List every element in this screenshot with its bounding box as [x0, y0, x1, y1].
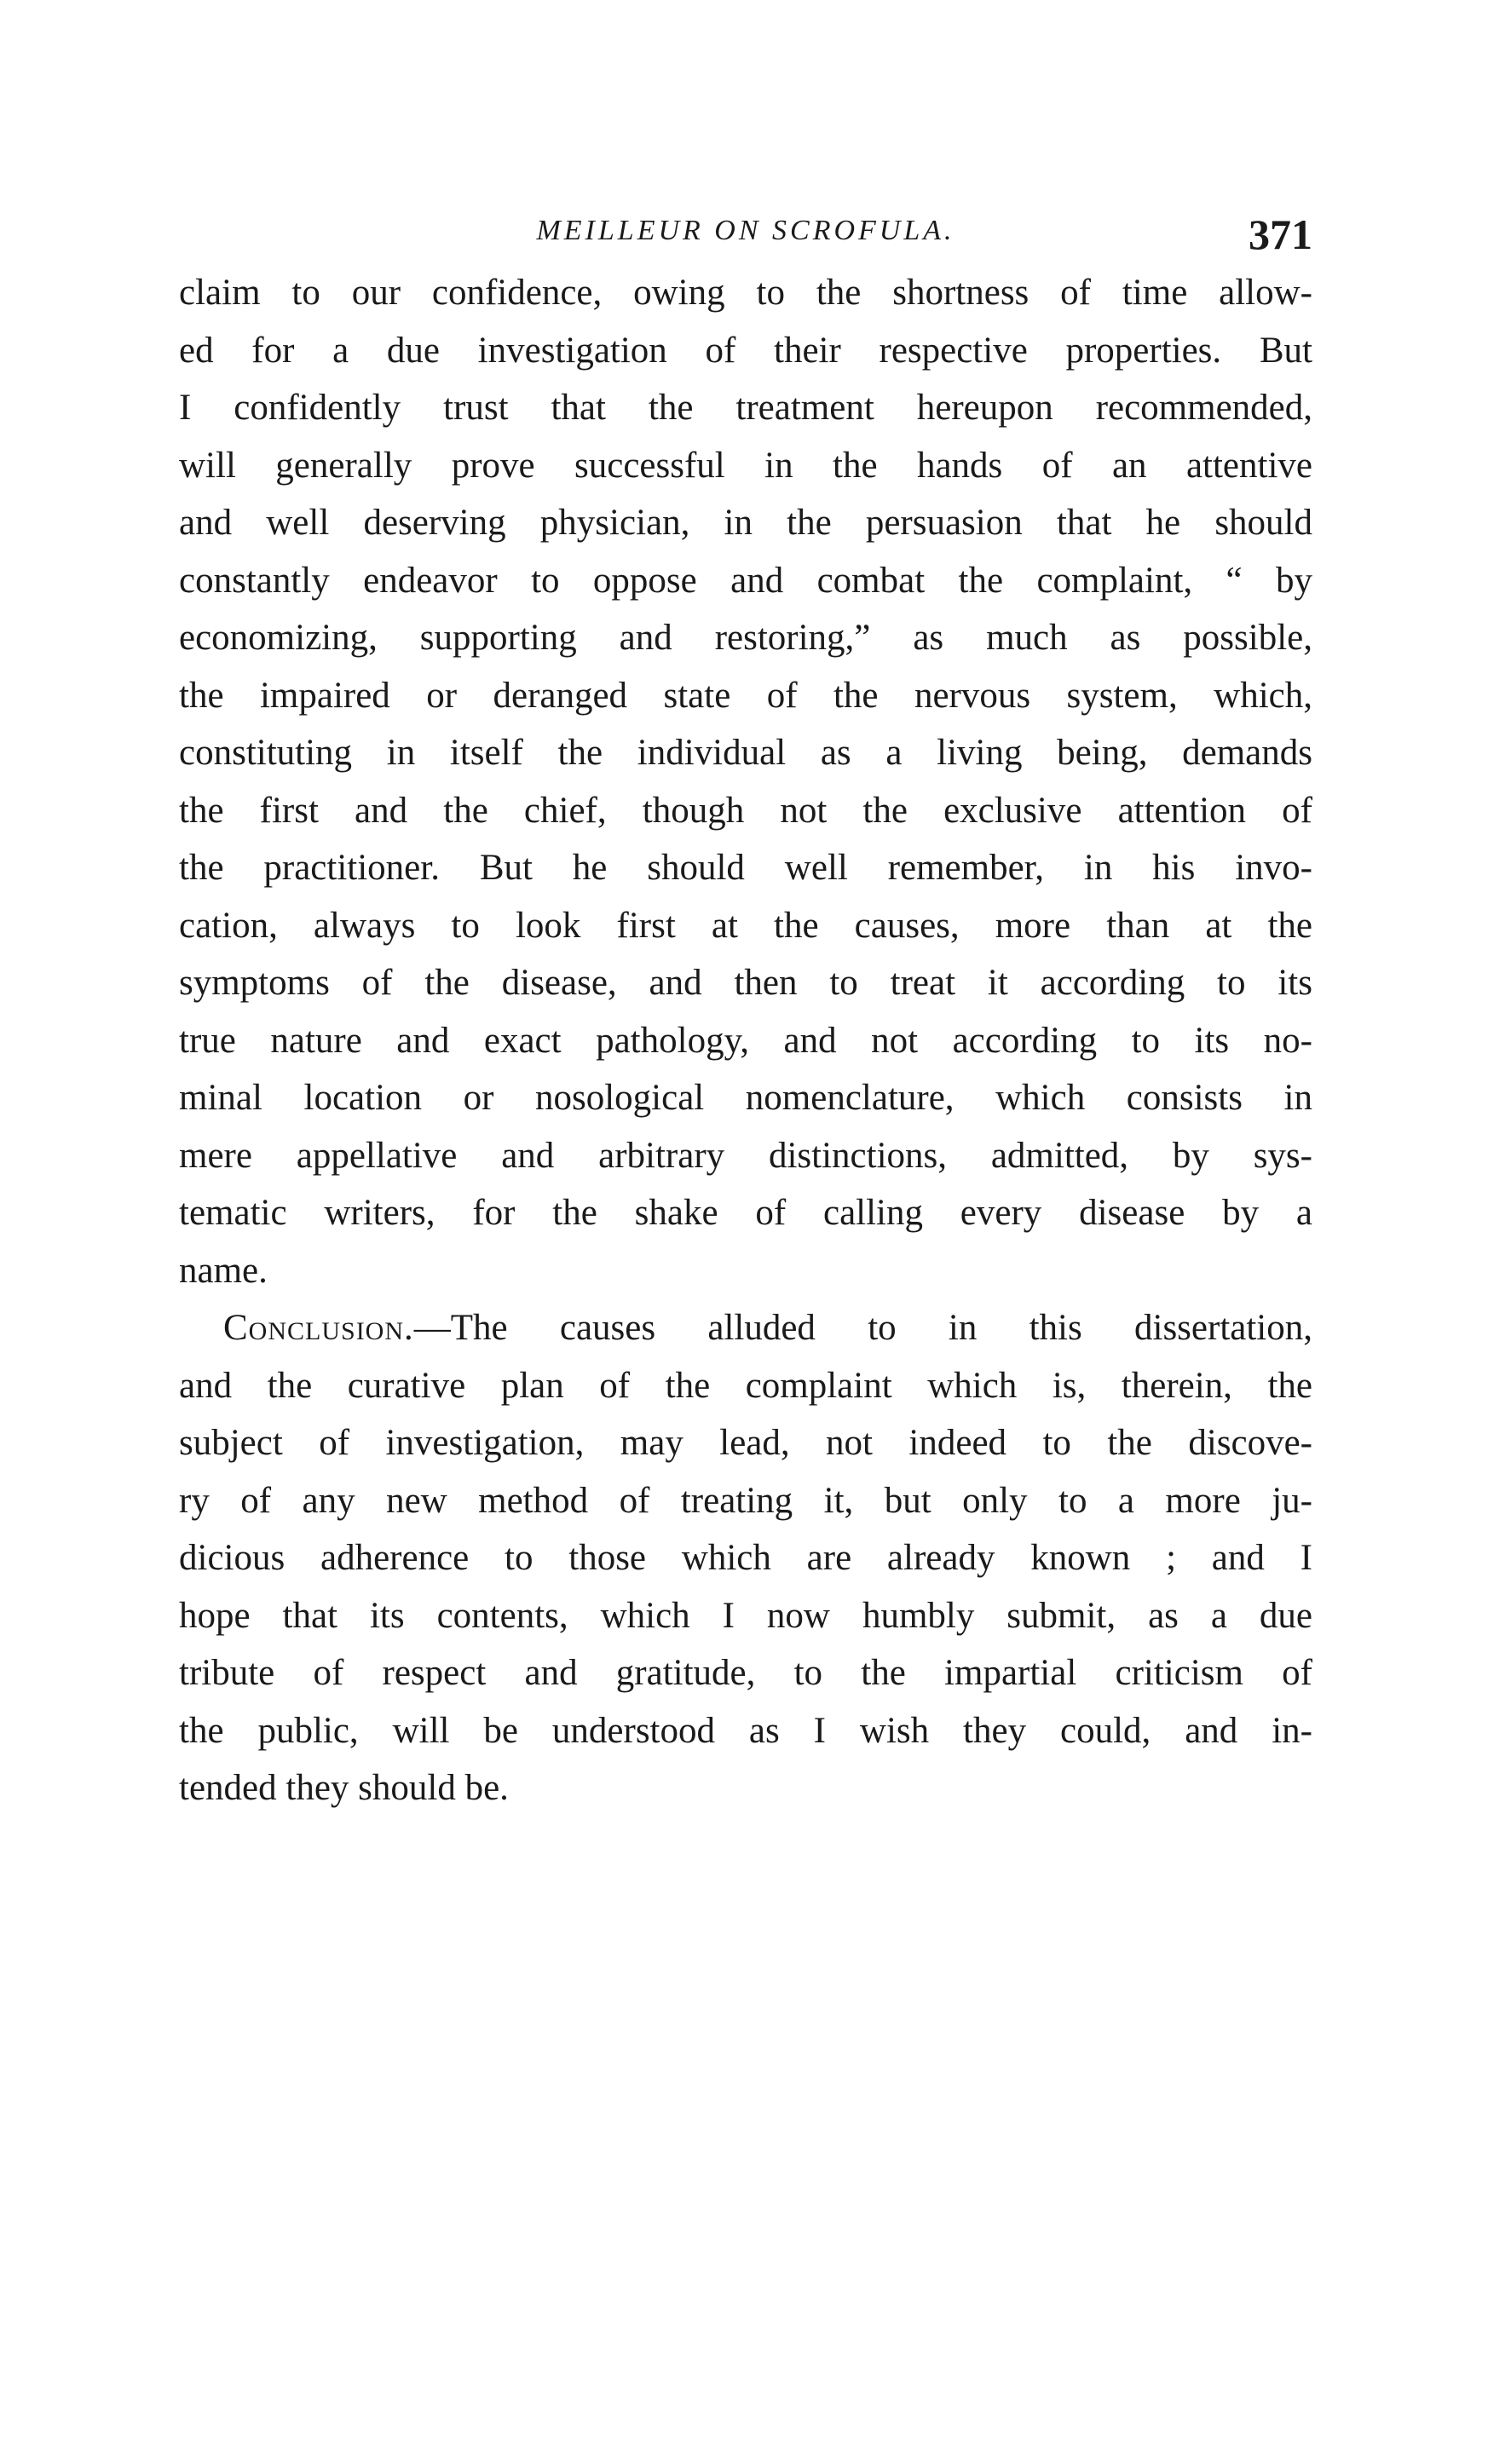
text-line: and the curative plan of the complaint which is, therein, the — [179, 1365, 1312, 1406]
text-line: tematic writers, for the shake of calling every disease by a — [179, 1193, 1312, 1233]
text-line — [179, 1299, 1312, 1357]
text-line: subject of investigation, may lead, not indeed to the discove- — [179, 1423, 1312, 1463]
paragraph-continuation — [179, 264, 1312, 1299]
text-line: the impaired or deranged state of the nervous system, which, — [179, 675, 1312, 716]
text-line: and well deserving physician, in the persuasion that he should — [179, 503, 1312, 543]
conclusion-first-line: —The causes alluded to in this dissertation, — [413, 1308, 1312, 1348]
text-line: symptoms of the disease, and then to treat it according to its — [179, 963, 1312, 1003]
paragraph-conclusion — [179, 1299, 1312, 1817]
text-line: ed for a due investigation of their respective properties. But — [179, 330, 1312, 371]
text-line: constantly endeavor to oppose and combat the complaint, “ by — [179, 560, 1312, 601]
running-head — [179, 210, 1312, 266]
text-line: the public, will be understood as I wish they could, and in- — [179, 1710, 1312, 1751]
text-line: true nature and exact pathology, and not according to its no- — [179, 1020, 1312, 1061]
text-line: dicious adherence to those which are already known ; and I — [179, 1538, 1312, 1578]
text-line: mere appellative and arbitrary distinctions, admitted, by sys- — [179, 1135, 1312, 1176]
running-title: MEILLEUR ON SCROFULA. — [536, 215, 955, 246]
text-line: the first and the chief, though not the exclusive attention of — [179, 790, 1312, 831]
text-line: ry of any new method of treating it, but only to a more ju- — [179, 1480, 1312, 1521]
text-line: hope that its contents, which I now humbly submit, as a due — [179, 1595, 1312, 1636]
text-line: claim to our confidence, owing to the shortness of time allow- — [179, 273, 1312, 313]
text-line: tended they should be. — [179, 1768, 509, 1808]
text-line: cation, always to look first at the causes, more than at the — [179, 905, 1312, 946]
text-line: constituting in itself the individual as a living being, demands — [179, 733, 1312, 773]
text-line: tribute of respect and gratitude, to the impartial criticism of — [179, 1653, 1312, 1693]
page-number: 371 — [1249, 210, 1312, 258]
body-text — [179, 264, 1312, 1817]
text-line: minal location or nosological nomenclature, which consists in — [179, 1078, 1312, 1118]
text-line: I confidently trust that the treatment hereupon recommended, — [179, 388, 1312, 428]
text-line: name. — [179, 1250, 268, 1291]
text-line: the practitioner. But he should well remember, in his invo- — [179, 848, 1312, 888]
text-line: will generally prove successful in the hands of an attentive — [179, 445, 1312, 486]
conclusion-heading: Conclusion. — [223, 1308, 414, 1348]
text-line: economizing, supporting and restoring,” as much as possible, — [179, 618, 1312, 658]
